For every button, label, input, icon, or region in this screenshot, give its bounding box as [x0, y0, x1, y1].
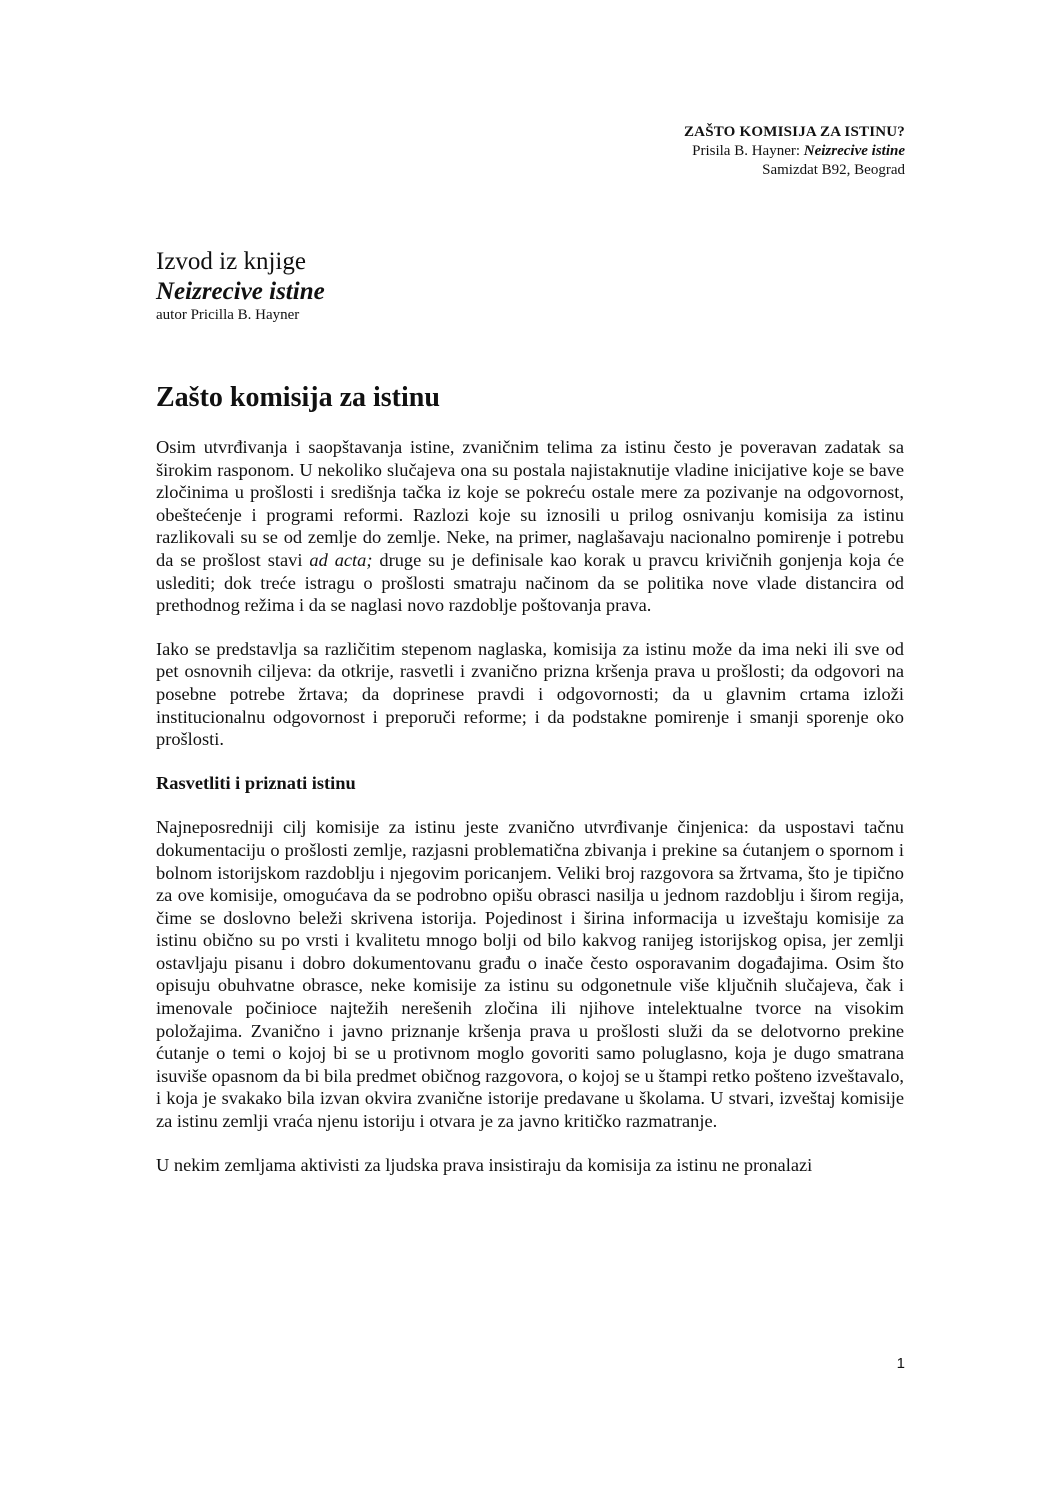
- header-book-title: Neizrecive istine: [803, 143, 905, 159]
- paragraph-4: U nekim zemljama aktivisti za ljudska prava insistiraju da komisija za istinu ne pronalazi: [156, 1154, 813, 1175]
- page-number: 1: [896, 1355, 905, 1372]
- paragraph-1-italic: ad acta;: [309, 549, 373, 570]
- paragraph-1-part-1: Osim utvrđivanja i saopštavanja istine, zvaničnim telima za istinu često je poveravan zadatak sa širokim rasponom. U nekoliko slučajeva ona su postala najistaknutije vladine inicijative koje se bave zločinima u prošlosti i središnja tačka iz koje se pokreću ostale mere za pozivanje na odgovornost, obeštećenje i programi reformi. Razlozi koje su iznosili u prilog osnivanju komisija za istinu razlikovali su se od zemlje do zemlje. Neke, na primer, naglašavaju nacionalno pomirenje i potrebu da se prošlost stavi: [156, 437, 904, 570]
- intro-author: autor Pricilla B. Hayner: [156, 307, 300, 323]
- intro-block: [156, 246, 325, 324]
- header-author-prefix: Prisila B. Hayner:: [692, 143, 804, 159]
- header-title: ZAŠTO KOMISIJA ZA ISTINU?: [683, 124, 905, 140]
- intro-book-title: Neizrecive istine: [156, 278, 325, 305]
- intro-excerpt-label: Izvod iz knjige: [156, 248, 306, 275]
- page-title: Zašto komisija za istinu: [156, 382, 440, 413]
- paragraph-3: Najneposredniji cilj komisije za istinu jeste zvanično utvrđivanje činjenica: da uspostavi tačnu dokumentaciju o prošlosti zemlje, razjasni problematična zbivanja i prekine sa ćutanjem o spornom i bolnom istorijskom razdoblju i njegovim poricanjem. Veliki broj razgovora sa žrtvama, što je tipično za ove komisije, omogućava da se podrobno opišu obrasci nasilja u jednom razdoblju i širom regija, čime se doslovno beleži skrivena istorija. Pojedinost i širina informacija u izveštaju komisije za istinu obično su po vrsti i kvalitetu mnogo bolji od bilo kakvog ranijeg istorijskog opisa, jer zemlji ostavljaju pisanu i dobro dokumentovanu građu o inače često osporavanim događajima. Osim što opisuju obuhvatne obrasce, neke komisije za istinu su odgonetnule više ključnih slučajeva, čak i imenovale počinioce najtežih nerešenih zločina ili njihove intelektualne tvorce na visokim položajima. Zvanično i javno priznanje kršenja prava u prošlosti služi da se delotvorno prekine ćutanje o temi o kojoj bi se u protivnom moglo govoriti samo poluglasno, koja je dugo smatrana isuviše opasnom da bi bila predmet običnog razgovora, o kojoj se u štampi retko pošteno izveštavalo, i koja je svakako bila izvan okvira zvanične istorije predavane u školama. U stvari, izveštaj komisije za istinu zemlji vraća njenu istoriju i otvara je za javno kritičko razmatranje.: [156, 817, 904, 1132]
- body-text: [156, 436, 904, 1197]
- header-publisher: Samizdat B92, Beograd: [762, 162, 905, 178]
- header-author-line: [684, 142, 905, 161]
- paragraph-1-part-2: druge su je definisale kao korak u pravcu krivičnih gonjenja koja će uslediti; dok treće istragu o prošlosti smatraju načinom da se politika nove vlade distancira od prethodnog režima i da se naglasi novo razdoblje poštovanja prava.: [156, 549, 904, 616]
- paragraph-1: [156, 436, 904, 617]
- document-header: [684, 123, 905, 180]
- section-title: Rasvetliti i priznati istinu: [156, 772, 356, 793]
- paragraph-2: Iako se predstavlja sa različitim stepenom naglaska, komisija za istinu može da ima neki ili sve od pet osnovnih ciljeva: da otkrije, rasvetli i zvanično prizna kršenja prava u prošlosti; da odgovori na posebne potrebe žrtava; da doprinese pravdi i odgovornosti; da u glavnim crtama izloži institucionalnu odgovornost i preporuči reforme; i da podstakne pomirenje i smanji sporenje oko prošlosti.: [156, 638, 904, 750]
